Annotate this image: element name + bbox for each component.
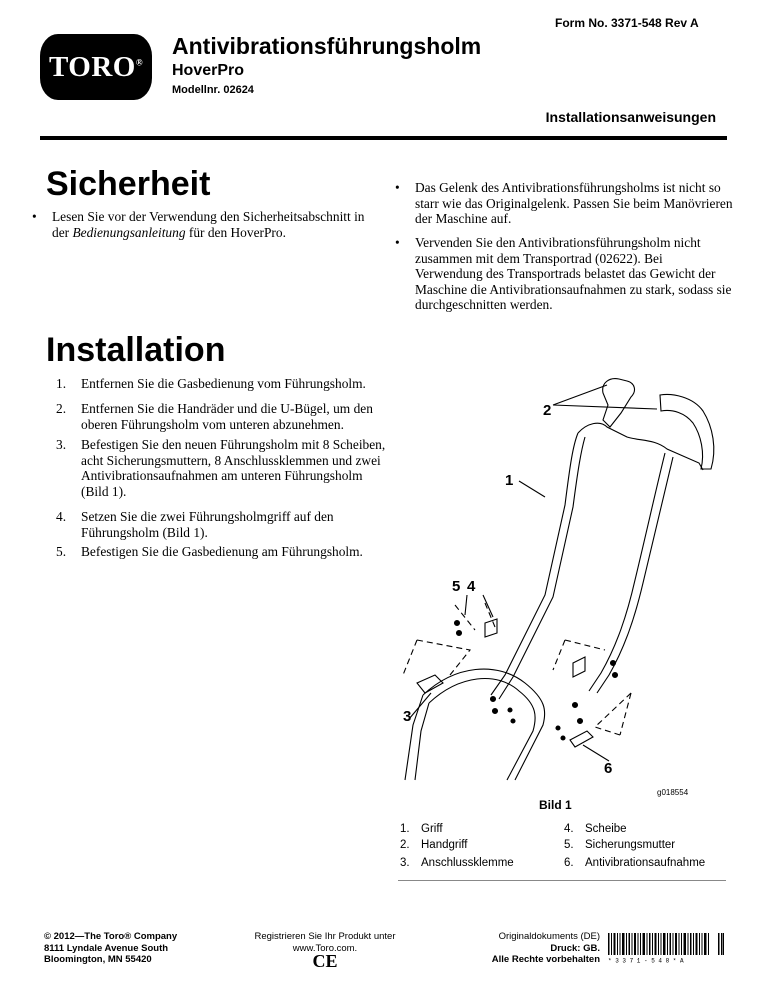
installation-heading: Installation	[46, 331, 226, 369]
safety-item-text: Das Gelenk des Antivibrationsführungsholms ist nicht so starr wie das Originalgelenk. Passen Sie beim Manövrieren der Maschine auf.	[415, 180, 733, 226]
step-text: Entfernen Sie die Handräder und die U-Bügel, um den oberen Führungsholm vom unteren abzunehmen.	[81, 401, 373, 432]
original-document-line: Originaldokuments (DE)	[498, 931, 600, 942]
callout-6: 6	[604, 760, 613, 777]
legend-text: Anschlussklemme	[421, 857, 514, 869]
model-number: Modellnr. 02624	[172, 84, 254, 96]
step-text: Befestigen Sie den neuen Führungsholm mit 8 Scheiben, acht Sicherungsmuttern, 8 Anschlussklemmen und zwei Antivibrationsaufnahmen am unteren Führungsholm (Bild 1).	[81, 437, 386, 499]
legend-number: 5.	[564, 839, 574, 851]
step-text: Setzen Sie die zwei Führungsholmgriff auf den Führungsholm (Bild 1).	[81, 509, 334, 540]
handle-assembly-illustration	[395, 365, 730, 785]
copyright-block	[44, 931, 177, 966]
print-line: Druck: GB.	[550, 942, 600, 954]
safety-heading: Sicherheit	[46, 165, 211, 203]
step-number: 1.	[56, 376, 67, 391]
city-line: Bloomington, MN 55420	[44, 954, 152, 965]
barcode-text: * 3 3 7 1 - 5 4 8 * A	[608, 957, 684, 963]
toro-logo	[40, 34, 152, 100]
callout-2: 2	[543, 402, 552, 419]
safety-item-text	[52, 209, 382, 240]
registration-block	[225, 931, 425, 971]
ce-mark: CE	[312, 951, 338, 971]
step-number: 4.	[56, 509, 67, 524]
rights-block	[450, 931, 600, 966]
legend-text: Scheibe	[585, 823, 627, 835]
text-run: für den HoverPro.	[185, 224, 286, 240]
legend-column-left	[400, 823, 560, 873]
copyright-line: © 2012—The Toro® Company	[44, 931, 178, 942]
legend-text: Handgriff	[421, 839, 468, 851]
header-rule	[40, 136, 727, 140]
registration-line: Registrieren Sie Ihr Produkt unter	[254, 931, 396, 942]
barcode	[608, 933, 724, 963]
legend-number: 3.	[400, 857, 410, 869]
form-number: Form No. 3371-548 Rev A	[555, 16, 699, 30]
figure-id: g018554	[657, 788, 689, 797]
step-number: 2.	[56, 401, 67, 416]
product-name: HoverPro	[172, 62, 245, 79]
bullet: •	[32, 209, 37, 224]
logo-text: TORO	[48, 51, 136, 83]
legend-number: 2.	[400, 839, 410, 851]
address-line: 8111 Lyndale Avenue South	[44, 942, 169, 954]
callout-4: 4	[467, 578, 476, 595]
rights-line: Alle Rechte vorbehalten	[491, 954, 600, 965]
safety-item-text: Vervenden Sie den Antivibrationsführungsholm nicht zusammen mit dem Transportrad (02622). Bei Verwendung des Transportrads belastet das Gewicht der Maschine die Antivibrationsaufnahmen zu stark, sodass sie durchgeschnitten werden.	[415, 235, 732, 312]
figure-caption: Bild 1	[539, 798, 572, 812]
legend-number: 6.	[564, 857, 574, 869]
legend-text: Griff	[421, 823, 443, 835]
legend-number: 1.	[400, 823, 410, 835]
legend-text: Sicherungsmutter	[585, 839, 676, 851]
logo-registered-mark: ®	[135, 57, 144, 68]
manual-reference: Bedienungsanleitung	[72, 224, 186, 240]
document-title: Antivibrationsführungsholm	[172, 33, 482, 59]
bullet: •	[395, 235, 400, 250]
legend-column-right	[564, 823, 729, 873]
text-run: Lesen Sie vor der Verwendung den Sicherheitsabschnitt in der	[52, 209, 365, 240]
step-number: 3.	[56, 437, 67, 452]
callout-1: 1	[505, 472, 514, 489]
registration-url: www.Toro.com.	[292, 942, 358, 954]
legend-rule	[398, 880, 726, 881]
step-text: Entfernen Sie die Gasbedienung vom Führungsholm.	[81, 376, 366, 391]
callout-3: 3	[403, 708, 412, 725]
document-type: Installationsanweisungen	[545, 109, 716, 125]
step-number: 5.	[56, 544, 67, 559]
step-text: Befestigen Sie die Gasbedienung am Führungsholm.	[81, 544, 363, 559]
callout-5: 5	[452, 578, 461, 595]
legend-text: Antivibrationsaufnahme	[585, 857, 706, 869]
bullet: •	[395, 180, 400, 195]
legend-number: 4.	[564, 823, 574, 835]
